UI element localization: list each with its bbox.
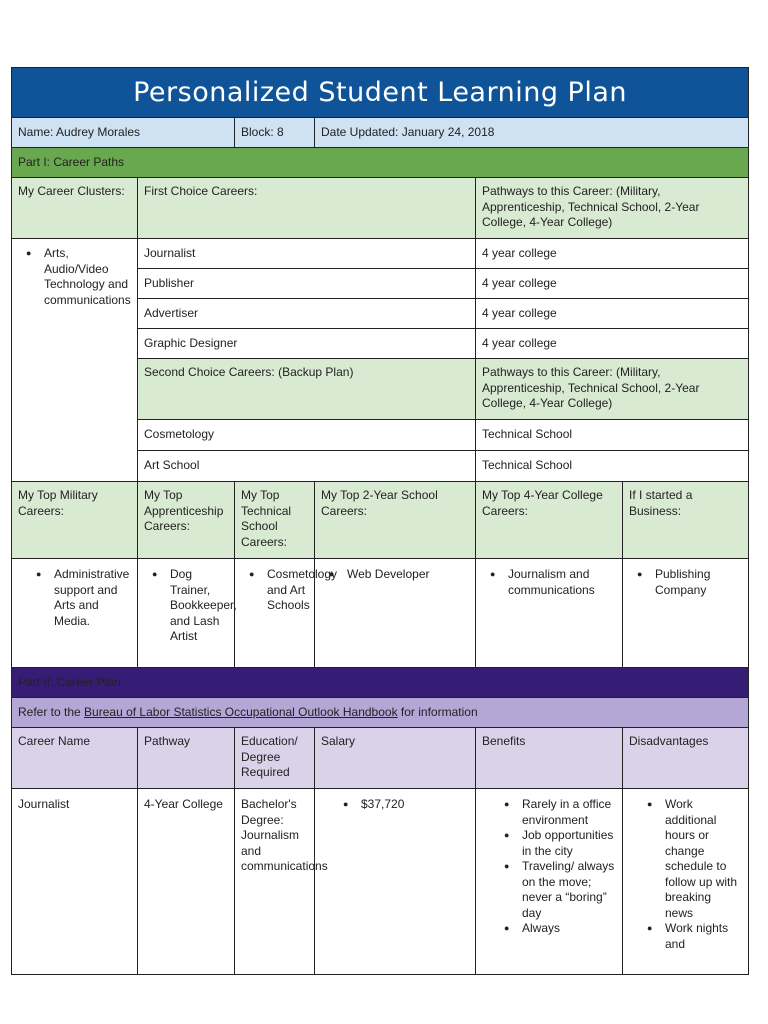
top-military-header: My Top Military Careers: [12,482,138,559]
second-choice-header: Second Choice Careers: (Backup Plan) [138,359,476,420]
clusters-header: My Career Clusters: [12,178,138,239]
second-choice-pathway: Technical School [476,451,749,482]
block-number: Block: 8 [235,118,315,148]
benefits-cell [476,789,623,975]
benefits-header: Benefits [476,728,623,789]
career-name-header: Career Name [12,728,138,789]
list-item: ● Cosmetology and Art Schools [249,567,308,614]
disadvantage-item: ● Work nights and [647,921,742,952]
list-item: ● Web Developer [329,567,469,583]
pathway-value: 4-Year College [138,789,235,975]
top-technical-header: My Top Technical School Careers: [235,482,315,559]
first-choice-career: Journalist [138,239,476,269]
refer-suffix: for information [397,704,478,719]
top-technical-cell [235,559,338,668]
pathway-header: Pathway [138,728,235,789]
first-choice-career: Advertiser [138,299,476,329]
salary-value: ● $37,720 [343,797,469,813]
business-header: If I started a Business: [623,482,749,559]
cluster-item: ● Arts, Audio/Video Technology and communications [26,246,131,308]
top-two-year-header: My Top 2-Year School Careers: [315,482,476,559]
disadvantages-header: Disadvantages [623,728,749,789]
top-military-cell [12,559,138,668]
pathways-header: Pathways to this Career: (Military, Apprenticeship, Technical School, 2-Year College, 4-Year College) [476,178,749,239]
top-four-year-cell [476,559,623,668]
pathways-header-2: Pathways to this Career: (Military, Apprenticeship, Technical School, 2-Year College, 4-Year College) [476,359,749,420]
career-clusters-cell [12,239,138,482]
list-item: ● Dog Trainer, Bookkeeper, and Lash Artist [152,567,228,645]
salary-header: Salary [315,728,476,789]
top-apprenticeship-cell [138,559,235,668]
career-name-value: Journalist [12,789,138,975]
part2-heading: Part II: Career Plan [12,668,749,698]
education-value: Bachelor's Degree: Journalism and communications [235,789,315,975]
benefit-item: ● Rarely in a office environment [504,797,616,828]
list-item: ● Journalism and communications [490,567,616,598]
disadvantages-cell [623,789,749,975]
page-title: Personalized Student Learning Plan [12,68,749,118]
list-item: ● Publishing Company [637,567,742,598]
benefit-item: ● Job opportunities in the city [504,828,616,859]
learning-plan-table [11,67,749,975]
refer-line [12,698,749,728]
refer-prefix: Refer to the [18,704,85,719]
bls-handbook-link[interactable]: Bureau of Labor Statistics Occupational Outlook Handbook [84,704,398,719]
part1-heading: Part I: Career Paths [12,148,749,178]
first-choice-career: Publisher [138,269,476,299]
benefit-item: ● Always [504,921,616,937]
list-item: ● Administrative support and Arts and Media. [36,567,131,629]
first-choice-pathway: 4 year college [476,299,749,329]
first-choice-career: Graphic Designer [138,329,476,359]
second-choice-career: Art School [138,451,476,482]
benefit-item: ● Traveling/ always on the move; never a “boring” day [504,859,616,921]
first-choice-pathway: 4 year college [476,329,749,359]
first-choice-pathway: 4 year college [476,239,749,269]
business-cell [623,559,749,668]
salary-cell [315,789,476,975]
top-apprenticeship-header: My Top Apprenticeship Careers: [138,482,235,559]
date-updated: Date Updated: January 24, 2018 [315,118,749,148]
disadvantage-item: ● Work additional hours or change schedule to follow up with breaking news [647,797,742,921]
education-header: Education/ Degree Required [235,728,315,789]
top-two-year-cell [315,559,476,668]
top-four-year-header: My Top 4-Year College Careers: [476,482,623,559]
first-choice-header: First Choice Careers: [138,178,476,239]
first-choice-pathway: 4 year college [476,269,749,299]
student-name: Name: Audrey Morales [12,118,235,148]
second-choice-pathway: Technical School [476,420,749,451]
second-choice-career: Cosmetology [138,420,476,451]
